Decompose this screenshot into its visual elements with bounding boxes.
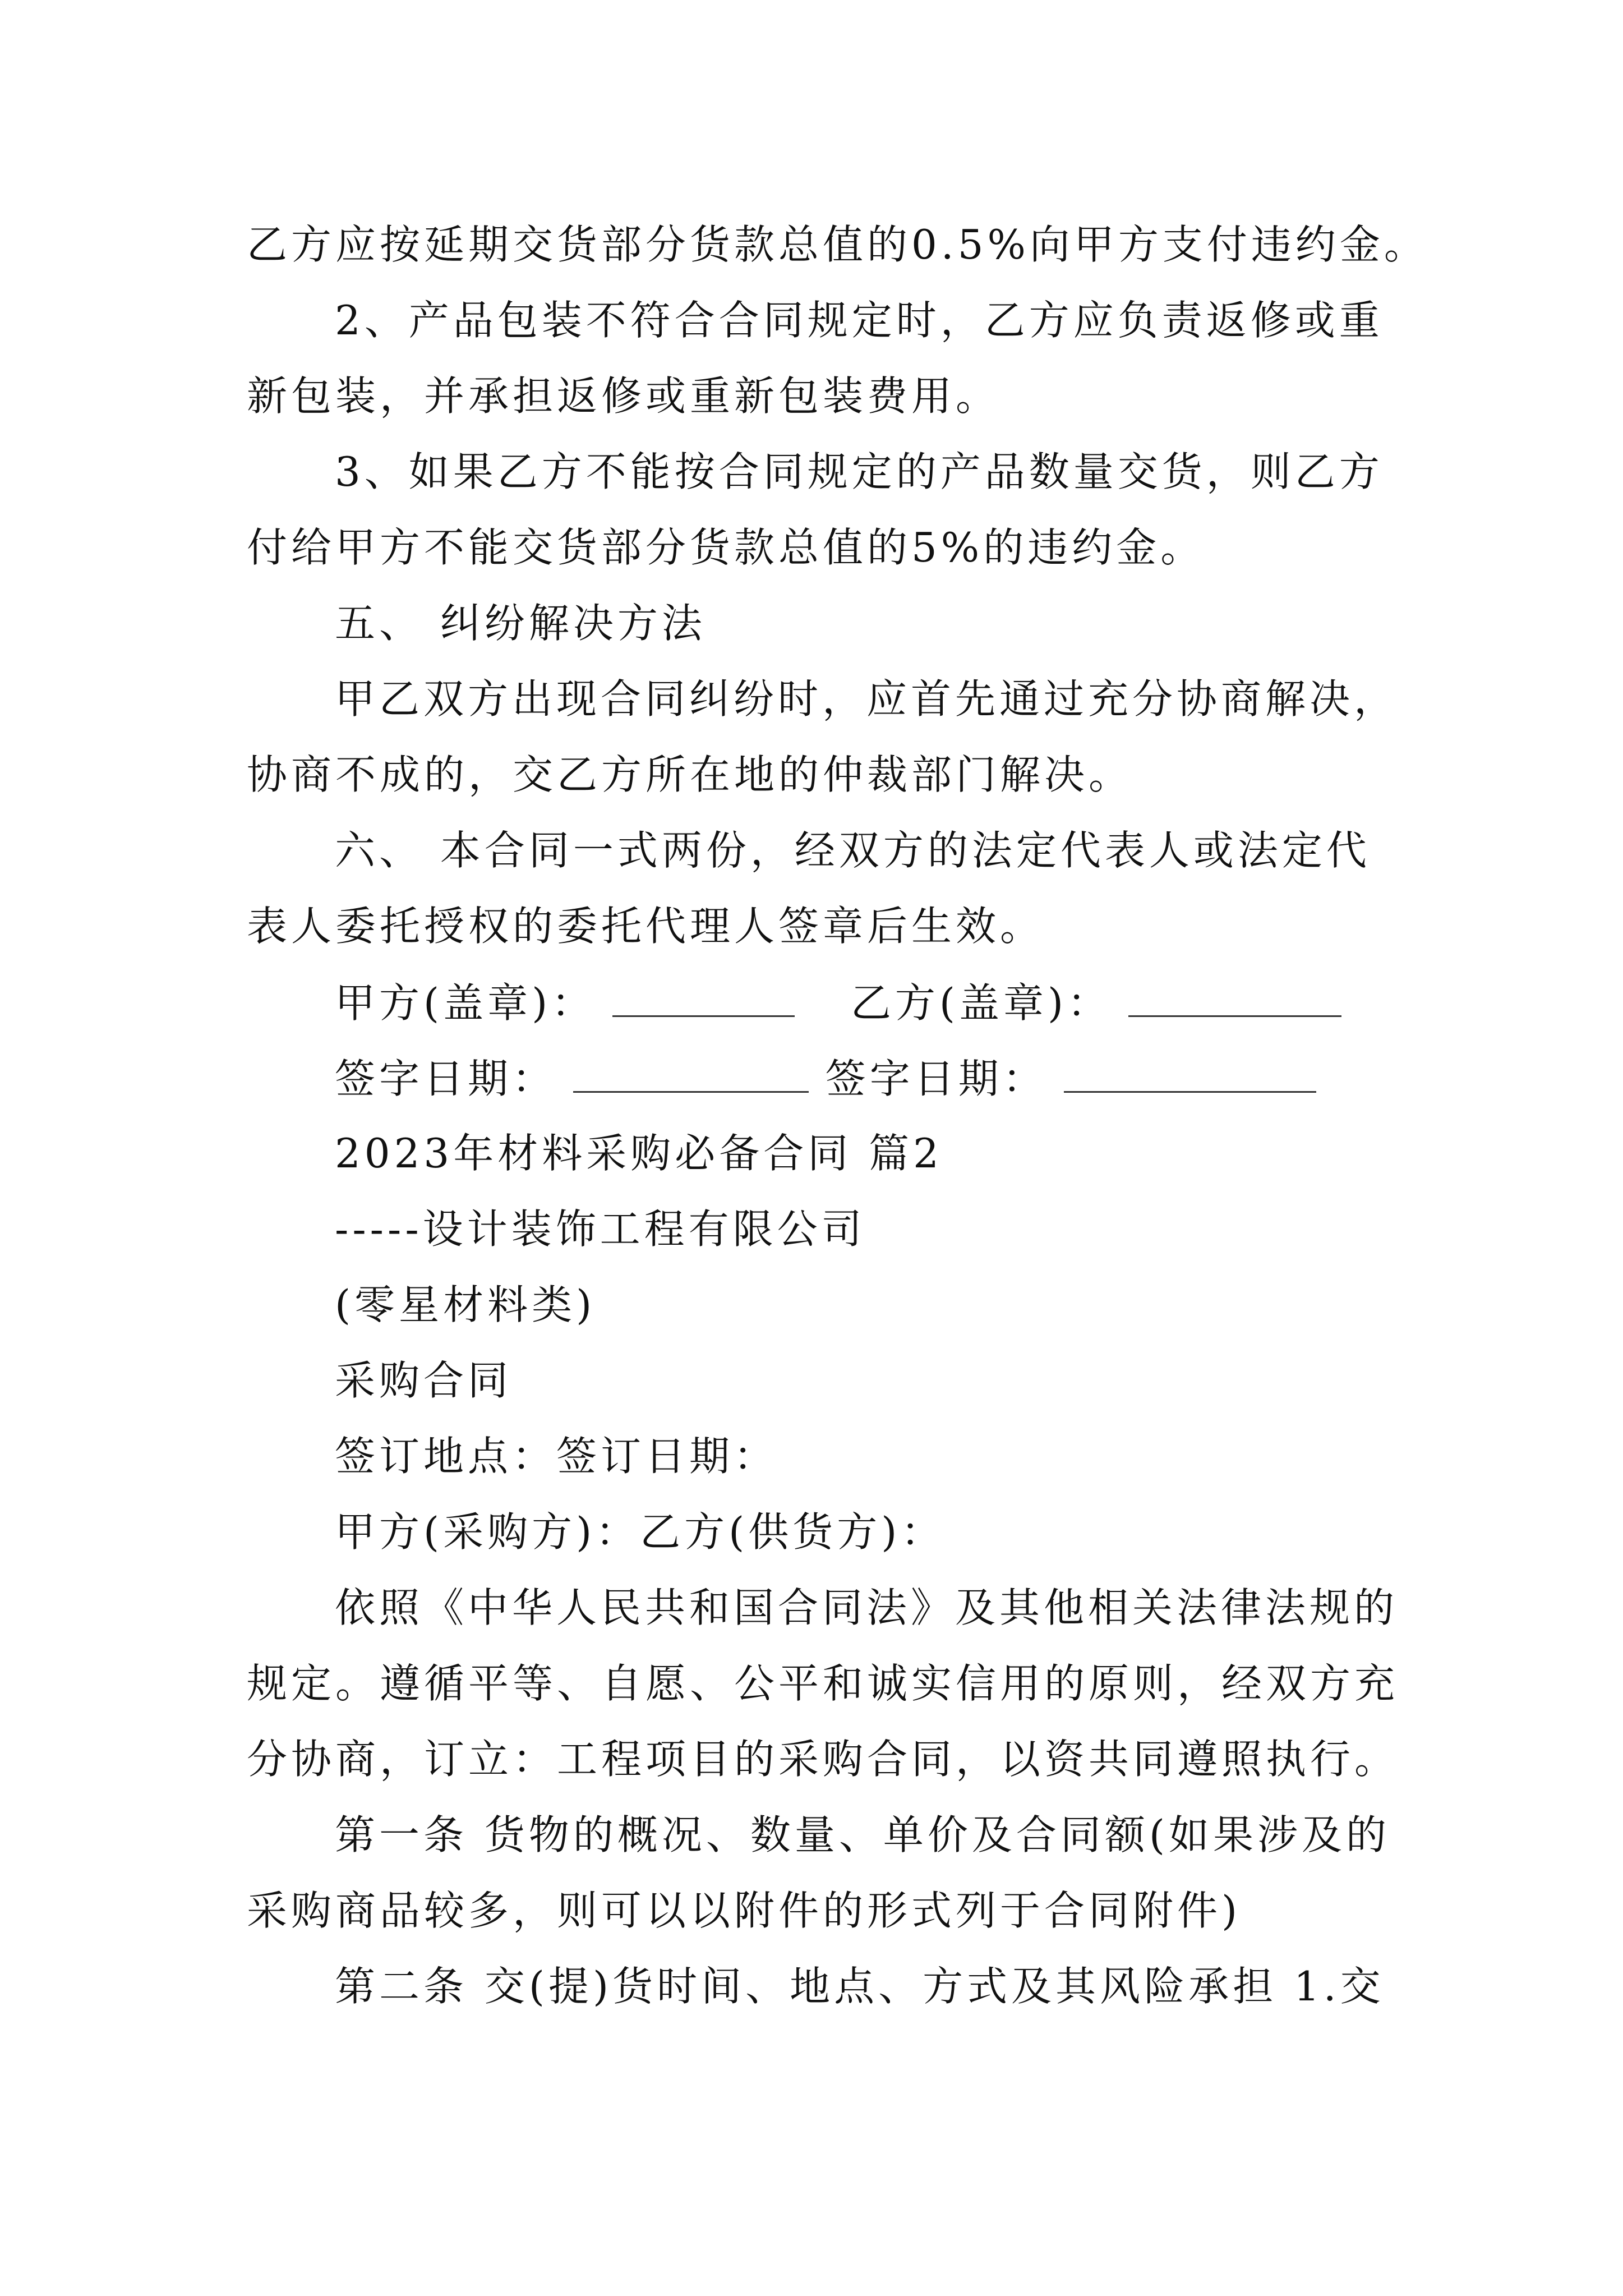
text-line: 依照《中华人民共和国合同法》及其他相关法律法规的 <box>335 1584 1399 1631</box>
party-a-date-label: 签字日期： <box>335 1055 557 1102</box>
text-line: 分协商，订立：工程项目的采购合同，以资共同遵照执行。 <box>247 1736 1399 1783</box>
text-line: 表人委托授权的委托代理人签章后生效。 <box>247 903 1045 950</box>
section-heading: 五、 纠纷解决方法 <box>335 600 706 647</box>
text-line: 付给甲方不能交货部分货款总值的5%的违约金。 <box>247 524 1205 571</box>
text-line: 六、 本合同一式两份，经双方的法定代表人或法定代 <box>335 827 1371 874</box>
text-line: 乙方应按延期交货部分货款总值的0.5%向甲方支付违约金。 <box>247 221 1428 268</box>
text-line: 协商不成的，交乙方所在地的仲裁部门解决。 <box>247 751 1133 798</box>
text-line: 3、如果乙方不能按合同规定的产品数量交货，则乙方 <box>335 448 1384 495</box>
party-b-date-blank <box>1064 1057 1316 1093</box>
text-line: 采购商品较多，则可以以附件的形式列于合同附件) <box>247 1887 1242 1934</box>
party-b-seal-label: 乙方(盖章)： <box>850 979 1112 1027</box>
article-2: 第二条 交(提)货时间、地点、方式及其风险承担 1.交 <box>335 1963 1385 2010</box>
contract-title: 2023年材料采购必备合同 篇2 <box>335 1130 943 1177</box>
text-line: 甲乙双方出现合同纠纷时，应首先通过充分协商解决， <box>335 675 1399 723</box>
signature-date-row <box>335 1055 1316 1102</box>
party-a-seal-blank <box>612 982 795 1017</box>
text-line: 2、产品包装不符合合同规定时，乙方应负责返修或重 <box>335 297 1384 344</box>
signing-place-date: 签订地点：签订日期： <box>335 1433 778 1480</box>
party-b-date-label: 签字日期： <box>825 1055 1047 1102</box>
article-1: 第一条 货物的概况、数量、单价及合同额(如果涉及的 <box>335 1811 1390 1858</box>
party-a-date-blank <box>573 1057 809 1093</box>
signature-party-row <box>335 979 1341 1027</box>
company-name: -----设计装饰工程有限公司 <box>335 1205 866 1253</box>
party-a-seal-label: 甲方(盖章)： <box>335 979 596 1027</box>
party-b-seal-blank <box>1128 982 1341 1017</box>
contract-category: (零星材料类) <box>335 1281 596 1328</box>
parties-line: 甲方(采购方)：乙方(供货方)： <box>335 1508 946 1556</box>
contract-heading: 采购合同 <box>335 1357 513 1404</box>
text-line: 规定。遵循平等、自愿、公平和诚实信用的原则，经双方充 <box>247 1660 1399 1707</box>
text-line: 新包装，并承担返修或重新包装费用。 <box>247 372 1000 420</box>
